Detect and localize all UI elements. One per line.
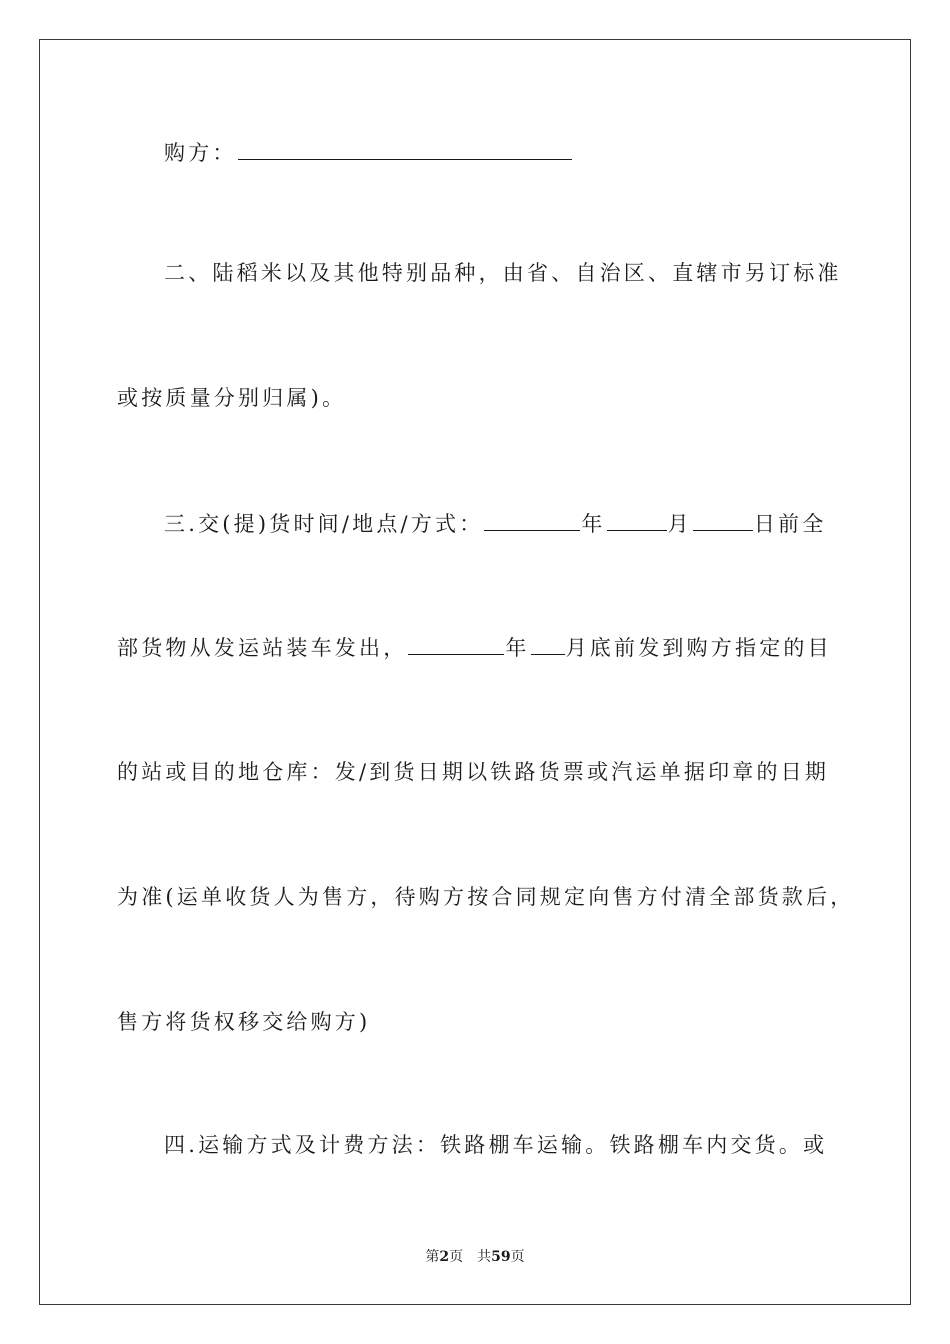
- para3-line4: 为准(运单收货人为售方，待购方按合同规定向售方付清全部货款后，: [117, 885, 855, 909]
- buyer-line: [164, 137, 573, 168]
- para3-line1: [164, 508, 826, 539]
- para3-line2-rest: 月底前发到购方指定的目: [565, 636, 832, 660]
- total-prefix: 共: [477, 1249, 492, 1265]
- para3-line3: 的站或目的地仓库：发/到货日期以铁路货票或汽运单据印章的日期: [117, 760, 830, 784]
- delivery-month-blank[interactable]: [607, 508, 667, 531]
- para2-line1: 二、陆稻米以及其他特别品种，由省、自治区、直辖市另订标准: [164, 261, 842, 285]
- arrival-month-blank[interactable]: [531, 632, 565, 655]
- buyer-blank[interactable]: [238, 137, 572, 160]
- total-pages: 59: [491, 1249, 511, 1265]
- buyer-label: 购方：: [164, 141, 237, 165]
- total-suffix: 页: [510, 1249, 525, 1265]
- page-border: [39, 39, 911, 1305]
- year-label-2: 年: [505, 636, 530, 660]
- para3-line2-text: 部货物从发运站装车发出，: [117, 636, 408, 660]
- para3-line2: [117, 632, 832, 663]
- year-label: 年: [581, 512, 606, 536]
- arrival-year-blank[interactable]: [408, 632, 504, 655]
- para4-line1: 四.运输方式及计费方法：铁路棚车运输。铁路棚车内交货。或: [164, 1133, 828, 1157]
- delivery-day-blank[interactable]: [693, 508, 753, 531]
- day-text: 日前全: [753, 512, 827, 536]
- month-label: 月: [667, 512, 692, 536]
- delivery-year-blank[interactable]: [484, 508, 580, 531]
- page-suffix: 页: [449, 1249, 464, 1265]
- para3-heading: 三.交(提)货时间/地点/方式：: [164, 512, 484, 536]
- para3-line5: 售方将货权移交给购方): [117, 1010, 371, 1034]
- para2-line2: 或按质量分别归属)。: [117, 386, 347, 410]
- page-footer: [0, 1246, 950, 1266]
- page-prefix: 第: [425, 1249, 440, 1265]
- page-number: 2: [439, 1249, 450, 1265]
